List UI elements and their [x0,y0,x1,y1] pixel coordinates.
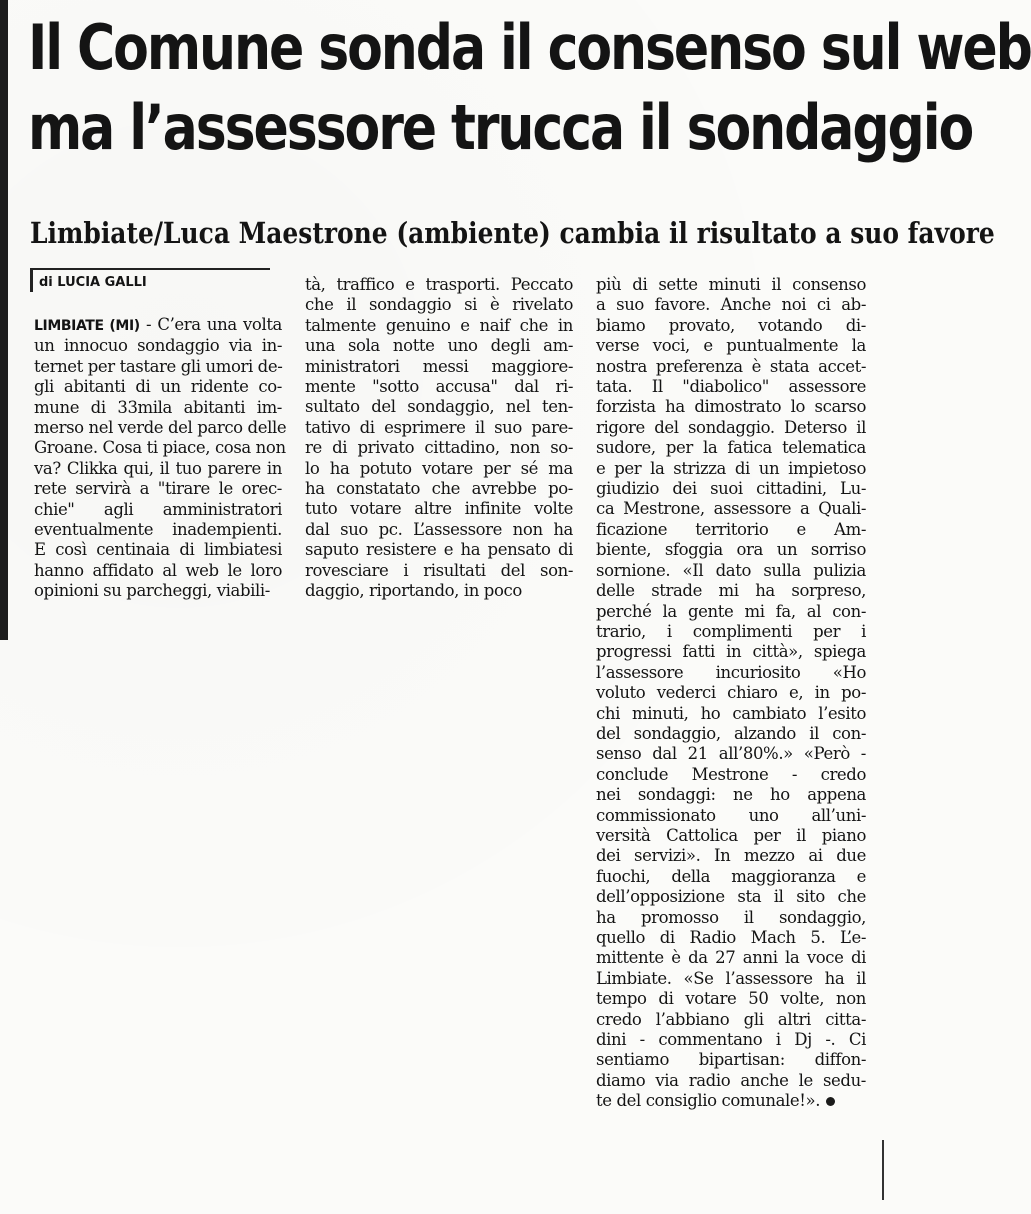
text-line: sultato del sondaggio, nel ten- [305,397,573,417]
column-rule [0,0,8,640]
text-line: tuto votare altre infinite volte [305,499,573,519]
text-line: gli abitanti di un ridente co- [34,377,282,397]
text-line: hanno affidato al web le loro [34,560,282,580]
text-line: a suo favore. Anche noi ci ab- [596,295,866,315]
end-of-article-mark [826,1097,835,1106]
text-line: ministratori messi maggiore- [305,356,573,376]
text-line: trario, i complimenti per i [596,621,866,641]
text-line: tativo di esprimere il suo pare- [305,417,573,437]
text-line: E così centinaia di limbiatesi [34,540,282,560]
text-line: sentiamo bipartisan: diffon- [596,1050,866,1070]
article-column-3 [596,275,866,1112]
text-line: quello di Radio Mach 5. L’e- [596,928,866,947]
dateline: LIMBIATE (MI) [34,318,140,334]
text-line: del sondaggio, alzando il con- [596,723,866,743]
text-line: perché la gente mi fa, al con- [596,601,866,621]
text-line: l’assessore incuriosito «Ho [596,662,866,682]
text-line: che il sondaggio si è rivelato [305,295,573,315]
text-line: sornione. «Il dato sulla pulizia [596,560,866,580]
text-line: giudizio dei suoi cittadini, Lu- [596,479,866,499]
text-line: Limbiate. «Se l’assessore ha il [596,968,866,988]
text-line: più di sette minuti il consenso [596,275,866,294]
subheadline: Limbiate/Luca Maestrone (ambiente) cambia il risultato a suo favore [30,216,995,250]
text-line: sudore, per la fatica telematica [596,438,866,458]
text-line: LIMBIATE (MI) - C’era una volta [34,315,282,334]
text-line: una sola notte uno degli am- [305,336,573,356]
text-line: ha promosso il sondaggio, [596,907,866,927]
text-line: credo l’abbiano gli altri citta- [596,1009,866,1029]
text-line: dell’opposizione sta il sito che [596,887,866,907]
text-line: delle strade mi ha sorpreso, [596,581,866,601]
text-line: saputo resistere e ha pensato di [305,540,573,560]
text-line: ficazione territorio e Am- [596,519,866,539]
text-line: progressi fatti in città», spiega [596,642,866,662]
text-line: conclude Mestrone - credo [596,764,866,784]
text-line: va? Clikka qui, il tuo parere in [34,458,282,478]
text-line: merso nel verde del parco delle [34,418,287,438]
text-line: mune di 33mila abitanti im- [34,397,282,417]
text-line: verse voci, e puntualmente la [596,336,866,356]
text-line: senso dal 21 all’80%.» «Però - [596,744,866,764]
headline-line: ma l’assessore trucca il sondaggio [28,91,973,164]
text-line: versità Cattolica per il piano [596,825,866,845]
text-line: re di privato cittadino, non so- [305,438,573,458]
text-line: tà, traffico e trasporti. Peccato [305,275,573,294]
text-line: nei sondaggi: ne ho appena [596,785,866,805]
text-line: chie" agli amministratori [34,499,282,519]
article-column-2 [305,275,573,602]
byline: di LUCIA GALLI [30,268,270,292]
text-line: tempo di votare 50 volte, non [596,989,866,1009]
text-line: rete servirà a "tirare le orec- [34,479,282,499]
article-column-1 [34,315,287,602]
headline-line: Il Comune sonda il consenso sul web [28,11,1031,84]
text-line: daggio, riportando, in poco [305,581,522,601]
text-line: biente, sfoggia ora un sorriso [596,540,866,560]
text-line: diamo via radio anche le sedu- [596,1070,866,1090]
text-line: mittente è da 27 anni la voce di [596,948,866,968]
text-line: opinioni su parcheggi, viabili- [34,581,270,601]
text-line: un innocuo sondaggio via in- [34,336,282,356]
text-line: lo ha potuto votare per sé ma [305,458,573,478]
text-line: eventualmente inadempienti. [34,520,282,540]
text-line: forzista ha dimostrato lo scarso [596,397,866,417]
text-line: biamo provato, votando di- [596,315,866,335]
text-line: mente "sotto accusa" dal ri- [305,377,573,397]
text-line: talmente genuino e naif che in [305,315,573,335]
text-line: e per la strizza di un impietoso [596,458,866,478]
text-line: rovesciare i risultati del son- [305,560,573,580]
text-line: nostra preferenza è stata accet- [596,356,866,376]
text-line: ca Mestrone, assessore a Quali- [596,499,866,519]
text-line: rigore del sondaggio. Deterso il [596,417,866,437]
text-line: dini - commentano i Dj -. Ci [596,1030,866,1050]
text-line: tata. Il "diabolico" assessore [596,377,866,397]
text-line: dei servizi». In mezzo ai due [596,846,866,866]
text-line: Groane. Cosa ti piace, cosa non [34,438,286,458]
headline [28,8,1031,168]
column-rule [882,1140,884,1200]
text-line: voluto vederci chiaro e, in po- [596,683,866,703]
text-line: dal suo pc. L’assessore non ha [305,519,573,539]
text-line: ternet per tastare gli umori de- [34,356,283,376]
text-line: fuochi, della maggioranza e [596,866,866,886]
text-line: chi minuti, ho cambiato l’esito [596,703,866,723]
text-line: ha constatato che avrebbe po- [305,479,573,499]
text-line: te del consiglio comunale!». [596,1091,866,1111]
text-line: commissionato uno all’uni- [596,805,866,825]
